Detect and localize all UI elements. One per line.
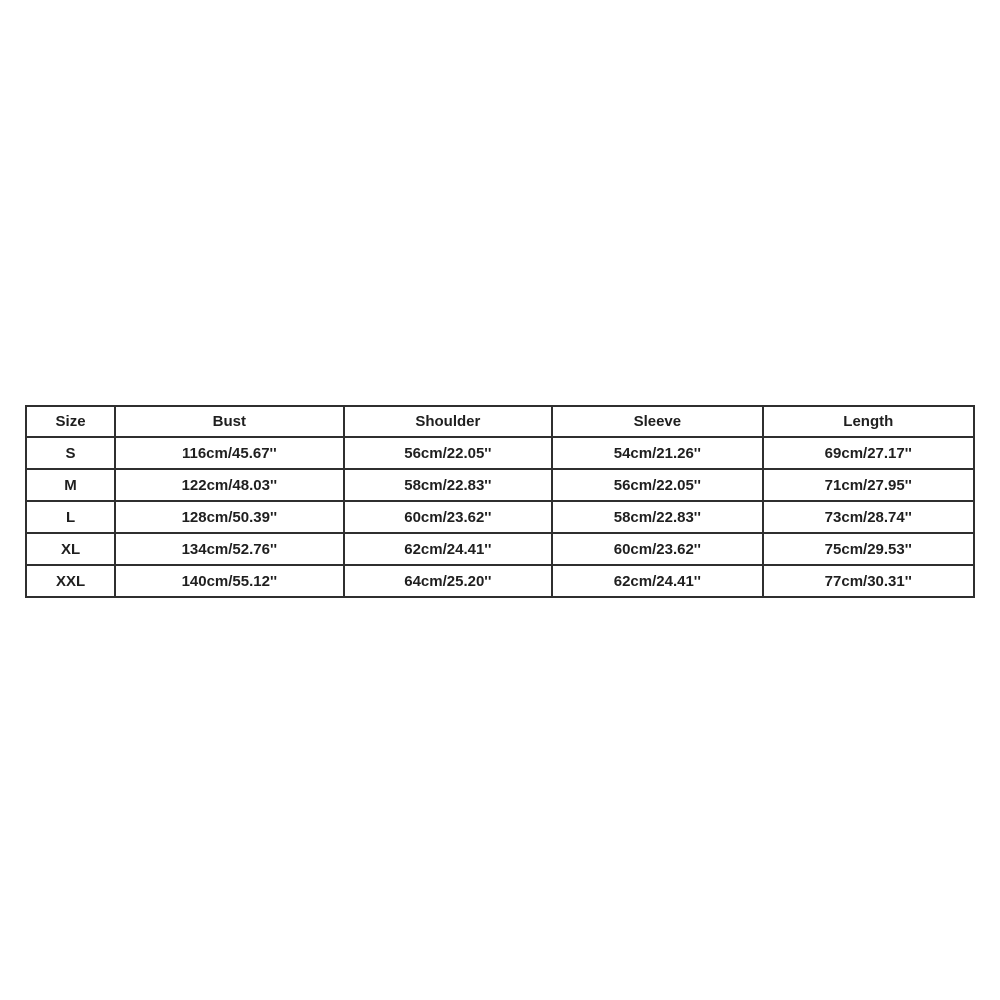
- cell-m-sleeve: 56cm/22.05'': [552, 469, 762, 501]
- size-row-xxl: [26, 565, 974, 597]
- cell-xl-sleeve: 60cm/23.62'': [552, 533, 762, 565]
- cell-xl-bust: 134cm/52.76'': [115, 533, 343, 565]
- cell-xxl-sleeve: 62cm/24.41'': [552, 565, 762, 597]
- cell-xxl-shoulder: 64cm/25.20'': [344, 565, 553, 597]
- size-row-s: [26, 437, 974, 469]
- cell-l-bust: 128cm/50.39'': [115, 501, 343, 533]
- cell-m-length: 71cm/27.95'': [763, 469, 974, 501]
- cell-l-sleeve: 58cm/22.83'': [552, 501, 762, 533]
- cell-xxl-size: XXL: [26, 565, 115, 597]
- size-row-l: [26, 501, 974, 533]
- size-row-xl: [26, 533, 974, 565]
- cell-s-bust: 116cm/45.67'': [115, 437, 343, 469]
- cell-l-shoulder: 60cm/23.62'': [344, 501, 553, 533]
- size-chart-body: [26, 437, 974, 597]
- column-header-shoulder: Shoulder: [344, 406, 553, 437]
- column-header-length: Length: [763, 406, 974, 437]
- cell-m-bust: 122cm/48.03'': [115, 469, 343, 501]
- cell-xxl-bust: 140cm/55.12'': [115, 565, 343, 597]
- size-row-m: [26, 469, 974, 501]
- cell-xl-shoulder: 62cm/24.41'': [344, 533, 553, 565]
- size-chart-table: [25, 405, 975, 598]
- cell-s-size: S: [26, 437, 115, 469]
- size-chart-header-row: [26, 406, 974, 437]
- cell-xxl-length: 77cm/30.31'': [763, 565, 974, 597]
- cell-l-length: 73cm/28.74'': [763, 501, 974, 533]
- cell-s-shoulder: 56cm/22.05'': [344, 437, 553, 469]
- cell-s-sleeve: 54cm/21.26'': [552, 437, 762, 469]
- column-header-size: Size: [26, 406, 115, 437]
- cell-m-shoulder: 58cm/22.83'': [344, 469, 553, 501]
- cell-xl-length: 75cm/29.53'': [763, 533, 974, 565]
- column-header-sleeve: Sleeve: [552, 406, 762, 437]
- column-header-bust: Bust: [115, 406, 343, 437]
- cell-xl-size: XL: [26, 533, 115, 565]
- cell-l-size: L: [26, 501, 115, 533]
- cell-m-size: M: [26, 469, 115, 501]
- cell-s-length: 69cm/27.17'': [763, 437, 974, 469]
